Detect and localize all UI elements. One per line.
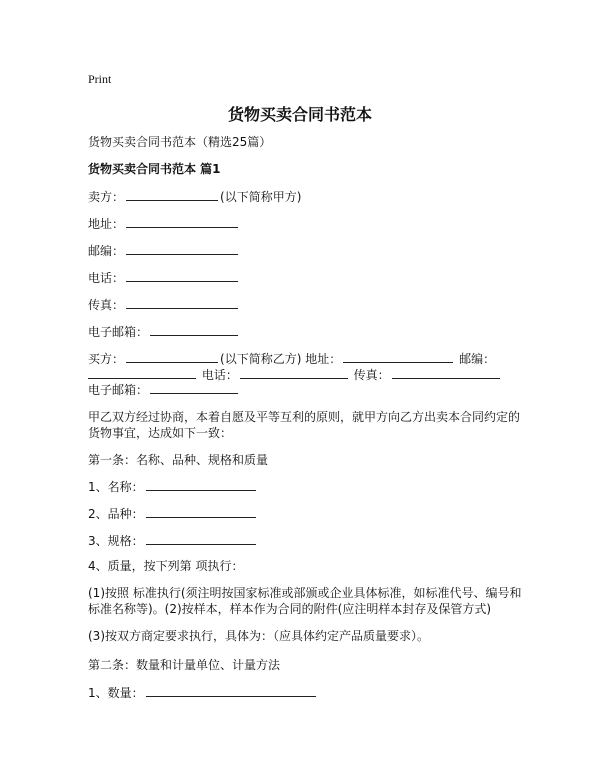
seller-phone-label: 电话： — [88, 271, 125, 285]
seller-phone-row — [88, 269, 240, 286]
seller-postcode-blank — [126, 243, 238, 255]
article-1-heading: 第一条：名称、品种、规格和质量 — [88, 453, 269, 467]
clause-a-line-1: (1)按照 标准执行(须注明按国家标准或部颁或企业具体标准，如标准代号、编号和 — [88, 586, 522, 600]
seller-fax-label: 传真： — [88, 298, 125, 312]
seller-label: 卖方： — [88, 190, 125, 204]
buyer-address-label: 地址： — [305, 352, 342, 366]
quantity-blank — [146, 685, 316, 697]
buyer-phone-blank — [240, 367, 348, 379]
item-variety-label: 2、品种： — [88, 507, 144, 521]
item-spec-row — [88, 532, 258, 549]
page-title: 货物买卖合同书范本 — [227, 105, 372, 124]
buyer-email-label: 电子邮箱： — [88, 383, 149, 397]
buyer-email-blank — [150, 382, 238, 394]
seller-address-row — [88, 215, 240, 232]
buyer-name-blank — [126, 351, 218, 363]
document-subtitle: 货物买卖合同书范本（精选25篇） — [88, 135, 272, 149]
buyer-postcode-label: 邮编： — [459, 352, 496, 366]
item-quality-row: 4、质量，按下列第 项执行： — [88, 559, 244, 573]
item-variety-blank — [146, 506, 256, 518]
buyer-fax-label: 传真： — [353, 368, 390, 382]
item-variety-row — [88, 505, 258, 522]
item-name-blank — [146, 479, 256, 491]
item-spec-label: 3、规格： — [88, 534, 144, 548]
clause-b: (3)按双方商定要求执行，具体为：（应具体约定产品质量要求）。 — [88, 629, 430, 643]
buyer-label: 买方： — [88, 352, 125, 366]
intro-paragraph-line-1: 甲乙双方经过协商，本着自愿及平等互利的原则，就甲方向乙方出卖本合同约定的 — [88, 410, 521, 424]
buyer-address-blank — [343, 351, 453, 363]
quantity-row — [88, 684, 318, 701]
quantity-label: 1、数量： — [88, 686, 144, 700]
seller-email-label: 电子邮箱： — [88, 325, 149, 339]
buyer-phone-label: 电话： — [201, 368, 238, 382]
buyer-fax-blank — [392, 367, 500, 379]
buyer-row — [88, 350, 495, 367]
seller-name-blank — [126, 189, 218, 201]
seller-postcode-label: 邮编： — [88, 244, 125, 258]
item-spec-blank — [146, 533, 256, 545]
buyer-note: (以下简称乙方) — [220, 352, 302, 366]
item-name-label: 1、名称： — [88, 480, 144, 494]
seller-address-label: 地址： — [88, 217, 125, 231]
seller-email-row — [88, 323, 240, 340]
seller-address-blank — [126, 216, 238, 228]
seller-postcode-row — [88, 242, 240, 259]
clause-a-line-2: 标准名称等)。(2)按样本，样本作为合同的附件(应注明样本封存及保管方式) — [88, 602, 492, 616]
seller-email-blank — [150, 324, 238, 336]
buyer-postcode-blank — [88, 367, 196, 379]
print-link[interactable]: Print — [88, 72, 112, 86]
seller-phone-blank — [126, 270, 238, 282]
seller-row — [88, 188, 301, 205]
section-heading: 货物买卖合同书范本 篇1 — [88, 162, 221, 176]
intro-paragraph-line-2: 货物事宜，达成如下一致： — [88, 426, 233, 440]
seller-fax-blank — [126, 297, 238, 309]
seller-fax-row — [88, 296, 240, 313]
buyer-email-row — [88, 381, 240, 398]
item-name-row — [88, 478, 258, 495]
seller-note: (以下简称甲方) — [220, 190, 302, 204]
article-2-heading: 第二条：数量和计量单位、计量方法 — [88, 658, 281, 672]
